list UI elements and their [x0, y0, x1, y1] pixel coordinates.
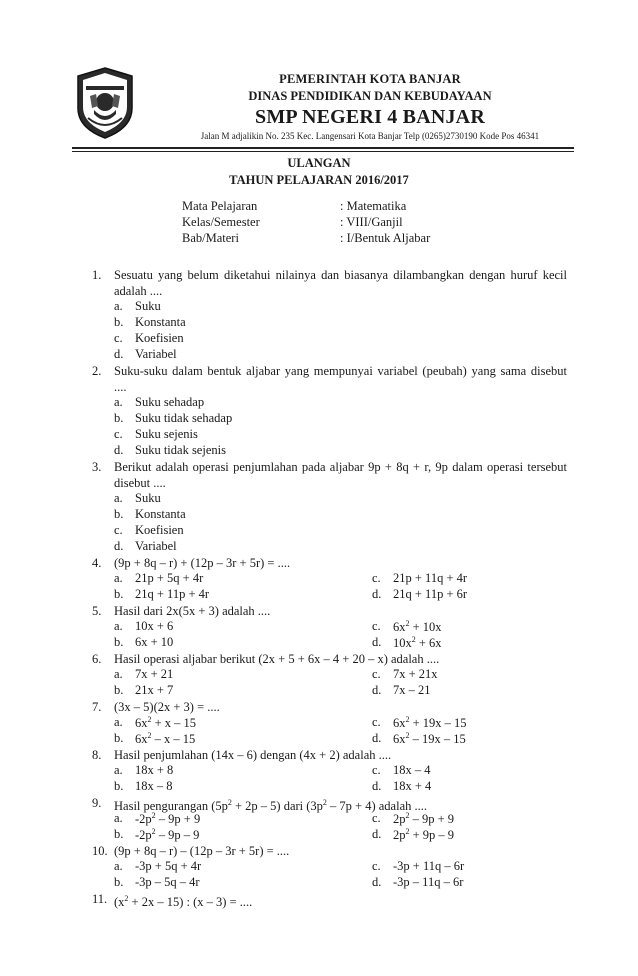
question-text: (9p + 8q – r) – (12p – 3r + 5r) = .... [114, 844, 290, 858]
exam-title: ULANGAN [287, 156, 351, 170]
question-text: adalah .... [114, 284, 163, 298]
question-text: .... [114, 380, 127, 394]
question-number: 2. [92, 364, 102, 378]
question-text: Hasil operasi aljabar berikut (2x + 5 + 6x – 4 + 20 – x) adalah .... [114, 652, 440, 666]
question-text: $(x^2 + 2x - 15)$ : (x – 3) = .... [114, 894, 253, 910]
info-value: : VIII/Ganjil [340, 215, 403, 229]
info-label: Bab/Materi [182, 231, 239, 245]
question-number: 3. [92, 460, 102, 474]
question-text: Hasil penjumlahan (14x – 6) dengan (4x + 2) adalah .... [114, 748, 392, 762]
question-text: Sesuatu yang belum diketahui nilainya dan biasanya dilambangkan dengan huruf kecil [114, 268, 567, 282]
question-number: 11. [92, 892, 108, 906]
info-value: : Matematika [340, 199, 407, 213]
question-number: 9. [92, 796, 102, 810]
question-text: Hasil dari 2x(5x + 3) adalah .... [114, 604, 271, 618]
school-name: SMP NEGERI 4 BANJAR [255, 106, 485, 128]
question-text: Hasil pengurangan $(5p^2 + 2p - 5)$ dari $(3p^2 - 7p + 4)$ adalah .... [114, 798, 428, 814]
question-text: Berikut adalah operasi penjumlahan pada aljabar 9p + 8q + r, 9p dalam operasi tersebut [114, 460, 567, 474]
question-text: (3x – 5)(2x + 3) = .... [114, 700, 220, 714]
info-label: Mata Pelajaran [182, 199, 258, 213]
exam-page: PEMERINTAH KOTA BANJAR DINAS PENDIDIKAN DAN KEBUDAYAAN SMP NEGERI 4 BANJAR Jalan M adjalikin No. 235 Kec. Langensari Kota Banjar Telp (0265)2730190 Kode Pos 46341 ULANGAN TAHUN PELAJARAN 2016/2017 Mata Pelajaran : Matematika Kelas/Semester : VIII/Ganjil Bab/Materi : I/Bentuk Aljabar 1. Sesuatu yang belum diketahui nilainya dan biasanya dilambangkan dengan huruf kecil adalah .... a. Suku b. Konstanta c. Koefisien d. Variabel 2. Suku-suku dalam bentuk aljabar yang mempunyai variabel (peubah) yang sama disebut .... a. Suku sehadap b. Suku tidak sehadap c. Suku sejenis d. Suku tidak sejenis 3. Berikut adalah operasi penjumlahan pada aljabar 9p + 8q + r, 9p dalam operasi tersebut disebut .... a. Suku b. Konstanta c. Koefisien d. Variabel 4. (9p + 8q – r) + (12p – 3r + 5r) = .... a. 21p + 5q + 4r c. 21p + 11q + 4r b. 21q + 11p + 4r d. 21q + 11p + 6r 5. Hasil dari 2x(5x + 3) adalah .... a. 10x + 6 c. $6x^2 + 10x$ b. 6x + 10 d. $10x^2 + 6x$ 6. Hasil operasi aljabar berikut (2x + 5 + 6x – 4 + 20 – x) adalah .... a. 7x + 21 c. 7x + 21x b. 21x + 7 d. 7x – 21 7. (3x – 5)(2x + 3) = .... a. $6x^2 + x - 15$ c. $6x^2 + 19x - 15$ b. $6x^2$ – x – 15 d. $6x^2 - 19x - 15$ 8. Hasil penjumlahan (14x – 6) dengan (4x + 2) adalah .... a. 18x + 8 c. 18x – 4 b. 18x – 8 d. 18x + 4 9. Hasil pengurangan $(5p^2 + 2p - 5)$ dari $(3p^2 - 7p + 4)$ adalah .... a. $-2p^2 - 9p + 9$ c. $2p^2 - 9p + 9$ b. $-2p^2 - 9p - 9$ d. $2p^2 + 9p - 9$ 10. (9p + 8q – r) – (12p – 3r + 5r) = .... a. -3p + 5q + 4r c. -3p + 11q – 6r b. -3p – 5q – 4r d. -3p – 11q – 6r 11. $(x^2 + 2x - 15)$ : (x – 3) = .... [0, 0, 638, 976]
question-text: (9p + 8q – r) + (12p – 3r + 5r) = .... [114, 556, 291, 570]
department-name: DINAS PENDIDIKAN DAN KEBUDAYAAN [248, 89, 492, 103]
letterhead-rule-thin [72, 151, 574, 152]
question-number: 7. [92, 700, 102, 714]
question-number: 6. [92, 652, 102, 666]
letterhead-rule-thick [72, 147, 574, 149]
academic-year: TAHUN PELAJARAN 2016/2017 [229, 173, 409, 187]
question-number: 8. [92, 748, 102, 762]
info-value: : I/Bentuk Aljabar [340, 231, 431, 245]
question-number: 1. [92, 268, 102, 282]
government-name: PEMERINTAH KOTA BANJAR [279, 72, 461, 86]
info-label: Kelas/Semester [182, 215, 260, 229]
kota-banjar-emblem-icon [74, 66, 136, 140]
school-address: Jalan M adjalikin No. 235 Kec. Langensari Kota Banjar Telp (0265)2730190 Kode Pos 46341 [200, 131, 540, 141]
question-text: Suku-suku dalam bentuk aljabar yang mempunyai variabel (peubah) yang sama disebut [114, 364, 567, 378]
question-number: 5. [92, 604, 102, 618]
question-text: disebut .... [114, 476, 166, 490]
question-number: 10. [92, 844, 108, 858]
question-number: 4. [92, 556, 102, 570]
